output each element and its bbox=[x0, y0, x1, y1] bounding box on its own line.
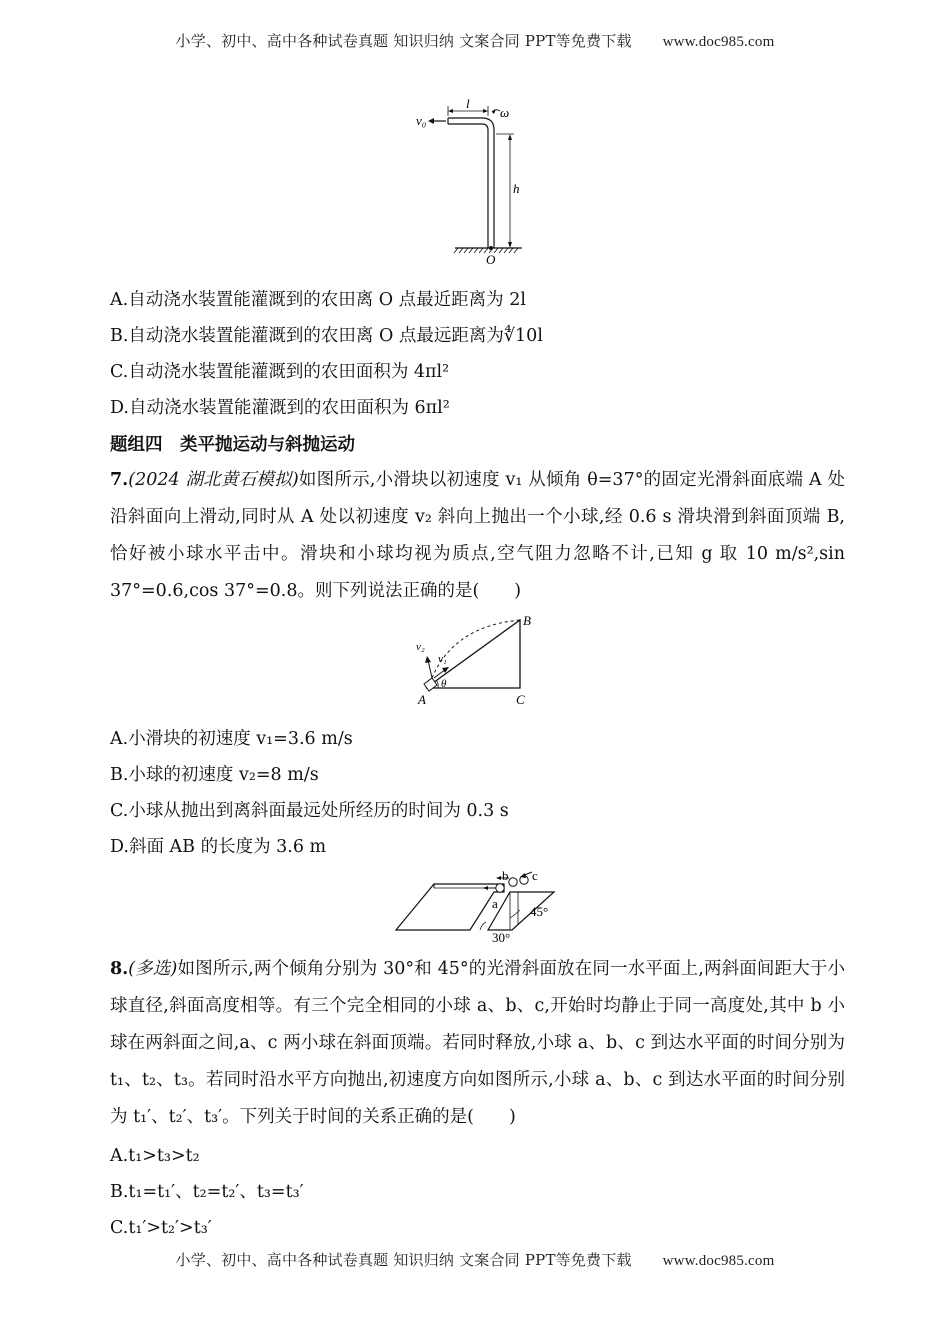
label-omega: ω bbox=[500, 105, 510, 120]
q7-source: (2024 湖北黄石模拟) bbox=[128, 470, 299, 490]
label-C: C bbox=[516, 692, 525, 707]
label-B: B bbox=[523, 613, 531, 628]
q6-option-b: B.自动浇水装置能灌溉到的农田离 O 点最远距离为∜10l bbox=[110, 326, 543, 346]
header-url: www.doc985.com bbox=[662, 34, 775, 50]
label-a: a bbox=[492, 896, 498, 911]
q7-stem bbox=[110, 462, 845, 610]
q8-number: 8. bbox=[110, 959, 129, 979]
label-v0: v₀ bbox=[416, 113, 427, 128]
label-l: l bbox=[466, 98, 470, 111]
footer-text: 小学、初中、高中各种试卷真题 知识归纳 文案合同 PPT等免费下载 bbox=[175, 1251, 632, 1269]
label-b: b bbox=[502, 868, 509, 883]
q6-option-c: C.自动浇水装置能灌溉到的农田面积为 4πl² bbox=[110, 362, 450, 382]
q8-source: (多选) bbox=[128, 959, 178, 979]
label-c: c bbox=[532, 868, 538, 883]
q7-option-c: C.小球从抛出到离斜面最远处所经历的时间为 0.3 s bbox=[110, 801, 509, 821]
q6-option-d: D.自动浇水装置能灌溉到的农田面积为 6πl² bbox=[110, 398, 450, 418]
q8-option-c: C.t₁′>t₂′>t₃′ bbox=[110, 1218, 212, 1238]
figure-sprinkler bbox=[410, 98, 540, 270]
label-v2: v₂ bbox=[416, 641, 425, 653]
q6-option-a: A.自动浇水装置能灌溉到的农田离 O 点最近距离为 2l bbox=[110, 290, 526, 310]
label-h: h bbox=[513, 181, 520, 196]
q8-option-a: A.t₁>t₃>t₂ bbox=[110, 1146, 200, 1166]
footer-url: www.doc985.com bbox=[662, 1253, 775, 1269]
label-O: O bbox=[486, 252, 496, 267]
q8-stem-text: 如图所示,两个倾角分别为 30°和 45°的光滑斜面放在同一水平面上,两斜面间距大于小球直径,斜面高度相等。有三个完全相同的小球 a、b、c,开始时均静止于同一高度处,其中 b 小球在两斜面之间,a、c 两小球在斜面顶端。若同时释放,小球 a、b、c 到达水平面的时间分别为 t₁、t₂、t₃。若同时沿水平方向抛出,初速度方向如图所示,小球 a、b、c 到达水平面的时间分别为 t₁′、t₂′、t₃′。下列关于时间的关系正确的是( ) bbox=[110, 959, 845, 1127]
q7-option-a: A.小滑块的初速度 v₁=3.6 m/s bbox=[110, 729, 353, 749]
figure-incline bbox=[412, 612, 542, 710]
label-30: 30° bbox=[492, 930, 511, 945]
header-text: 小学、初中、高中各种试卷真题 知识归纳 文案合同 PPT等免费下载 bbox=[175, 32, 632, 50]
q7-number: 7. bbox=[110, 470, 129, 490]
figure-two-inclines bbox=[392, 866, 562, 946]
section-heading: 题组四 类平抛运动与斜抛运动 bbox=[110, 435, 355, 455]
q7-option-b: B.小球的初速度 v₂=8 m/s bbox=[110, 765, 319, 785]
label-v1: v₁ bbox=[438, 653, 447, 665]
q7-stem-text: 如图所示,小滑块以初速度 v₁ 从倾角 θ=37°的固定光滑斜面底端 A 处沿斜面向上滑动,同时从 A 处以初速度 v₂ 斜向上抛出一个小球,经 0.6 s 滑块滑到斜面顶端 B,恰好被小球水平击中。滑块和小球均视为质点,空气阻力忽略不计,已知 g 取 10 m/s²,sin 37°=0.6,cos 37°=0.8。则下列说法正确的是( ) bbox=[110, 470, 845, 601]
label-45: 45° bbox=[530, 904, 549, 919]
page-header bbox=[0, 30, 950, 51]
q8-stem bbox=[110, 951, 845, 1136]
q8-option-b: B.t₁=t₁′、t₂=t₂′、t₃=t₃′ bbox=[110, 1182, 304, 1202]
label-A: A bbox=[418, 692, 426, 707]
label-theta: θ bbox=[441, 678, 447, 690]
q7-option-d: D.斜面 AB 的长度为 3.6 m bbox=[110, 837, 327, 857]
page-footer bbox=[0, 1249, 950, 1270]
